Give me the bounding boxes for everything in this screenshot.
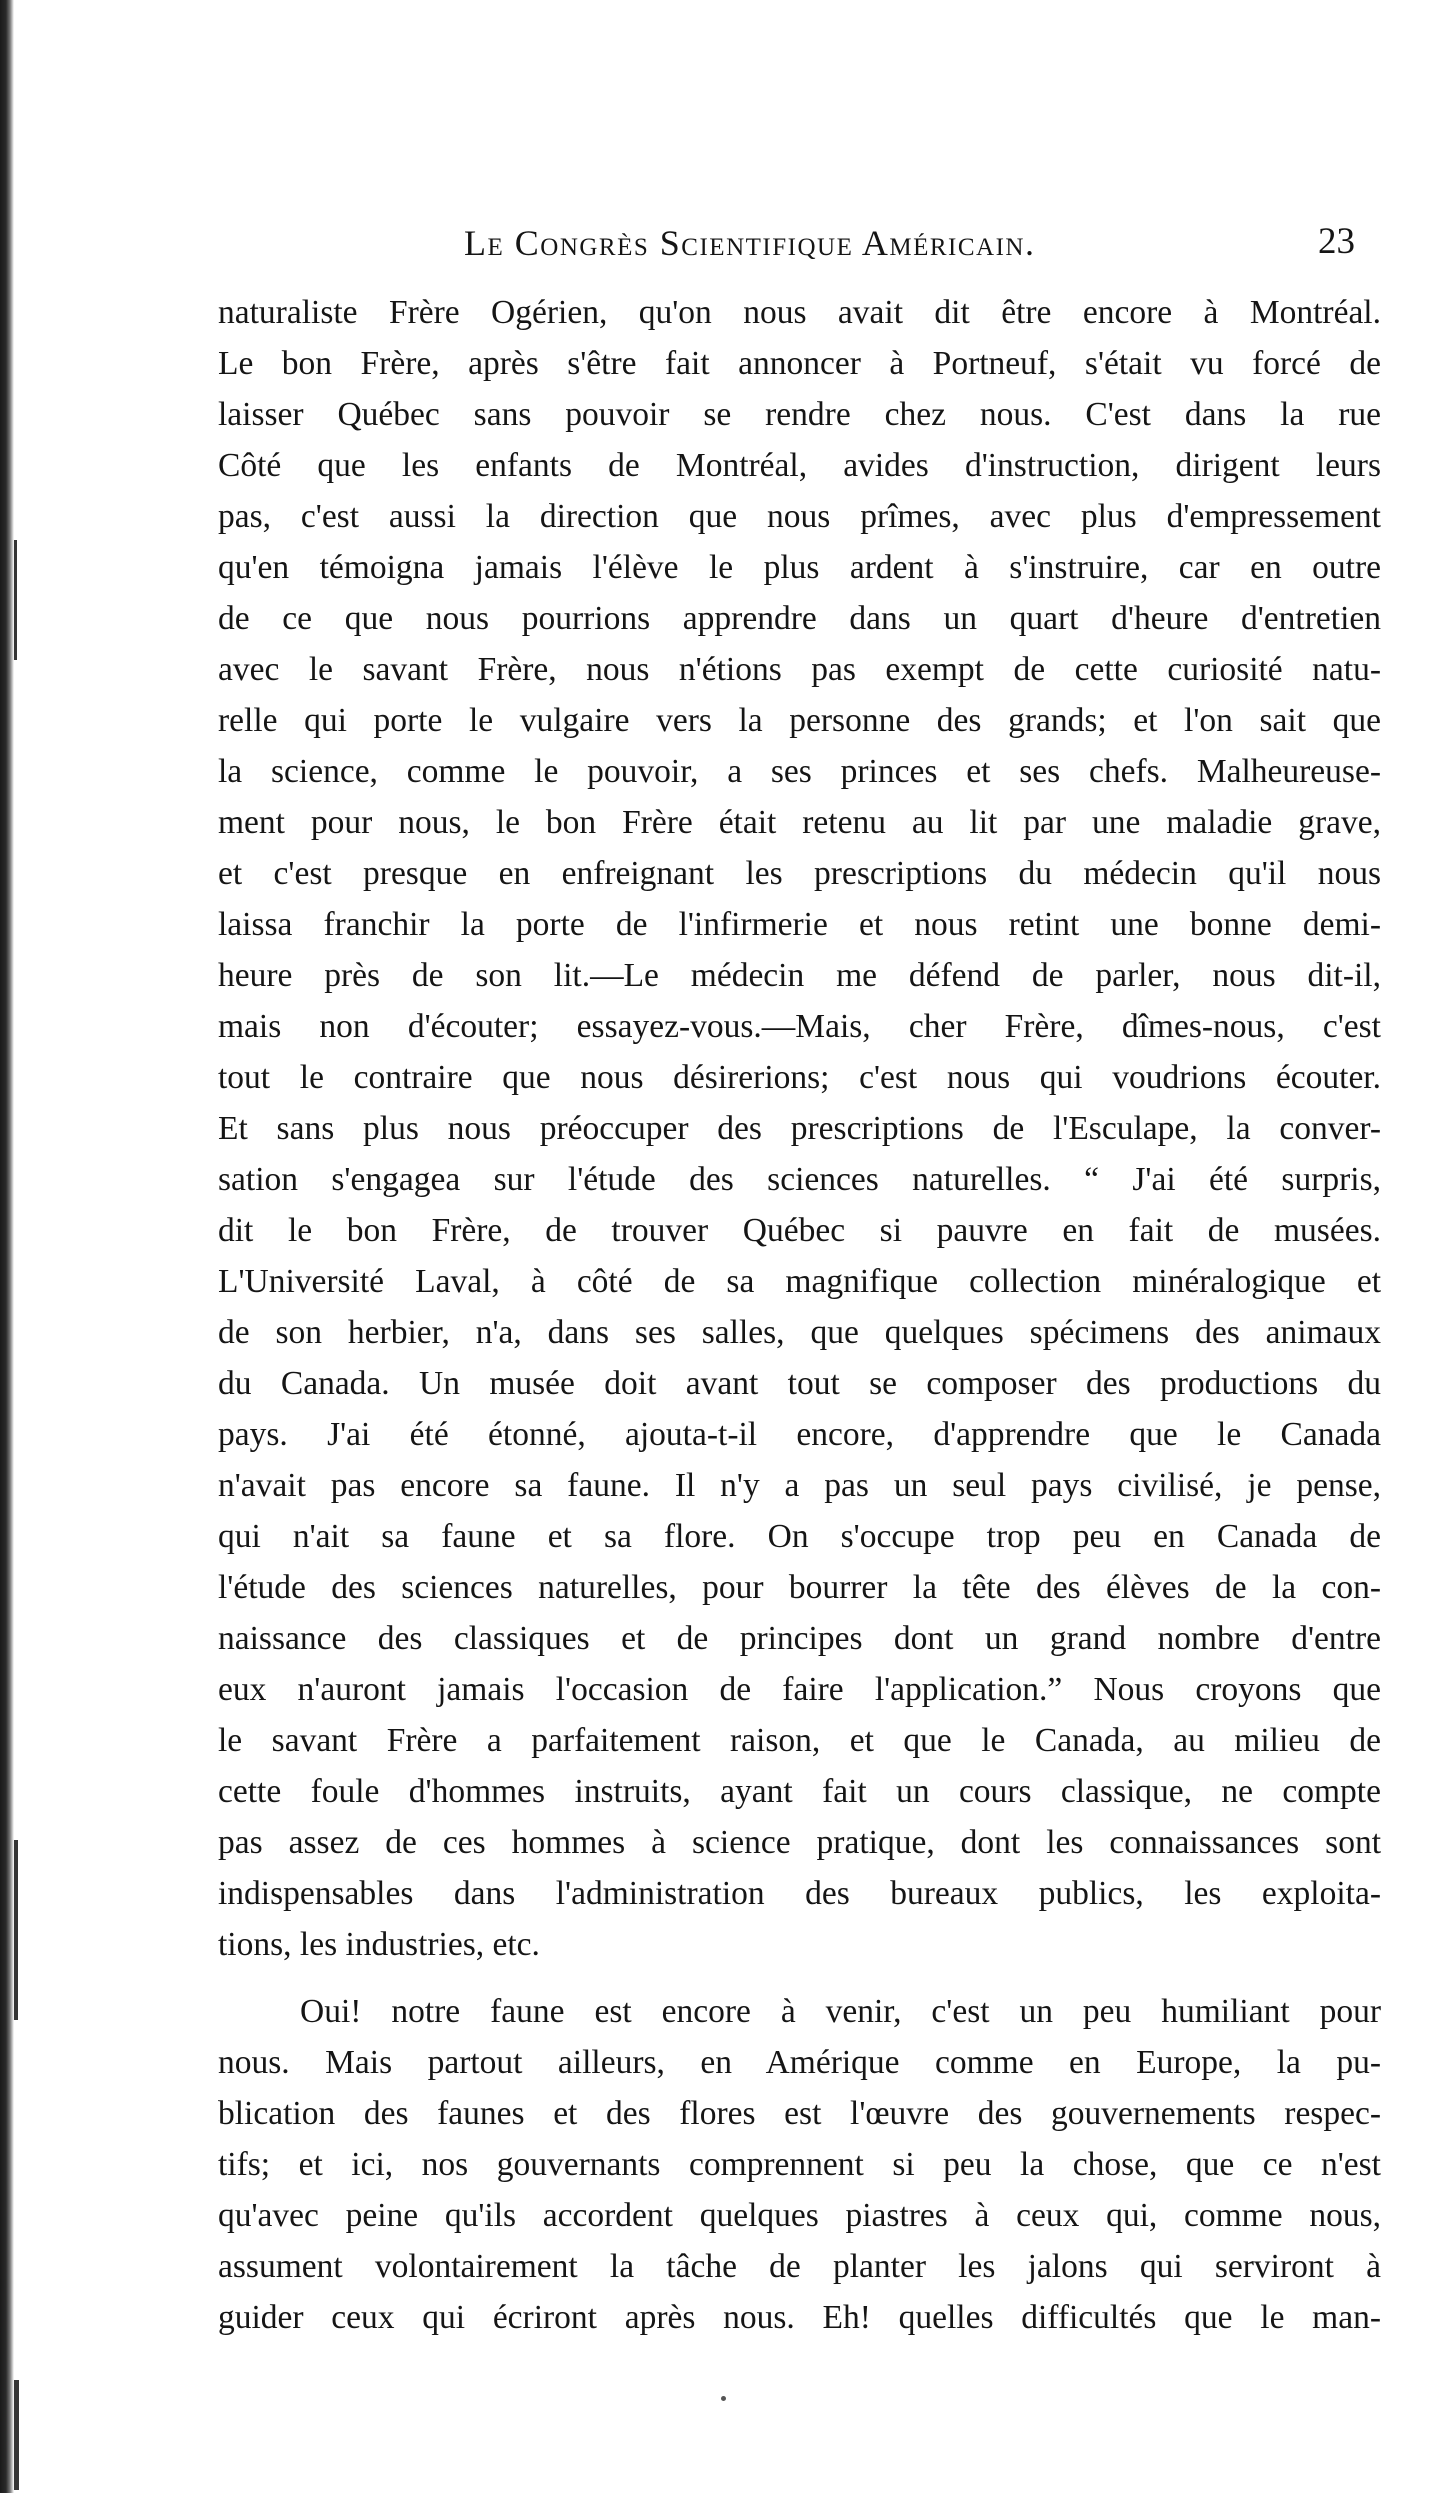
text-line: naturaliste Frère Ogérien, qu'on nous avait dit être encore à Montréal. [218, 294, 1381, 331]
text-line: dit le bon Frère, de trouver Québec si pauvre en fait de musées. [218, 1212, 1381, 1249]
text-line: la science, comme le pouvoir, a ses princes et ses chefs. Malheureuse- [218, 753, 1381, 790]
binding-edge [0, 0, 14, 2493]
text-line: cette foule d'hommes instruits, ayant fait un cours classique, ne compte [218, 1773, 1381, 1810]
text-line: de ce que nous pourrions apprendre dans un quart d'heure d'entretien [218, 600, 1381, 637]
text-line: qu'en témoigna jamais l'élève le plus ardent à s'instruire, car en outre [218, 549, 1381, 586]
text-line: avec le savant Frère, nous n'étions pas exempt de cette curiosité natu- [218, 651, 1381, 688]
text-line: heure près de son lit.—Le médecin me défend de parler, nous dit-il, [218, 957, 1381, 994]
text-line: de son herbier, n'a, dans ses salles, que quelques spécimens des animaux [218, 1314, 1381, 1351]
text-line: qu'avec peine qu'ils accordent quelques piastres à ceux qui, comme nous, [218, 2197, 1381, 2234]
text-line: pays. J'ai été étonné, ajouta-t-il encore, d'apprendre que le Canada [218, 1416, 1381, 1453]
text-line: tifs; et ici, nos gouvernants comprennent si peu la chose, que ce n'est [218, 2146, 1381, 2183]
text-line: laissa franchir la porte de l'infirmerie et nous retint une bonne demi- [218, 906, 1381, 943]
text-line: L'Université Laval, à côté de sa magnifique collection minéralogique et [218, 1263, 1381, 1300]
text-line: assument volontairement la tâche de planter les jalons qui serviront à [218, 2248, 1381, 2285]
text-line: tions, les industries, etc. [218, 1926, 540, 1963]
text-line: l'étude des sciences naturelles, pour bourrer la tête des élèves de la con- [218, 1569, 1381, 1606]
text-line: pas assez de ces hommes à science pratique, dont les connaissances sont [218, 1824, 1381, 1861]
running-title: Le Congrès Scientifique Américain. [464, 223, 1036, 263]
text-line: du Canada. Un musée doit avant tout se composer des productions du [218, 1365, 1381, 1402]
binding-speck [14, 540, 17, 660]
text-line: le savant Frère a parfaitement raison, et que le Canada, au milieu de [218, 1722, 1381, 1759]
text-line: nous. Mais partout ailleurs, en Amérique comme en Europe, la pu- [218, 2044, 1381, 2081]
text-line: tout le contraire que nous désirerions; c'est nous qui voudrions écouter. [218, 1059, 1381, 1096]
text-line: guider ceux qui écriront après nous. Eh! quelles difficultés que le man- [218, 2299, 1381, 2336]
text-line: indispensables dans l'administration des bureaux publics, les exploita- [218, 1875, 1381, 1912]
text-line: mais non d'écouter; essayez-vous.—Mais, cher Frère, dîmes-nous, c'est [218, 1008, 1381, 1045]
page-number: 23 [1318, 221, 1355, 262]
text-line: laisser Québec sans pouvoir se rendre chez nous. C'est dans la rue [218, 396, 1381, 433]
text-line: naissance des classiques et de principes dont un grand nombre d'entre [218, 1620, 1381, 1657]
text-line: ment pour nous, le bon Frère était retenu au lit par une maladie grave, [218, 804, 1381, 841]
text-line: relle qui porte le vulgaire vers la personne des grands; et l'on sait que [218, 702, 1381, 739]
text-line: blication des faunes et des flores est l'œuvre des gouvernements respec- [218, 2095, 1381, 2132]
text-line: et c'est presque en enfreignant les prescriptions du médecin qu'il nous [218, 855, 1381, 892]
text-line: Oui! notre faune est encore à venir, c'est un peu humiliant pour [300, 1993, 1381, 2030]
scan-speck [721, 2396, 726, 2401]
text-line: Côté que les enfants de Montréal, avides d'instruction, dirigent leurs [218, 447, 1381, 484]
text-line: Et sans plus nous préoccuper des prescriptions de l'Esculape, la conver- [218, 1110, 1381, 1147]
text-line: eux n'auront jamais l'occasion de faire l'application.” Nous croyons que [218, 1671, 1381, 1708]
binding-speck [14, 1840, 18, 2020]
binding-speck [14, 2380, 19, 2490]
text-line: sation s'engagea sur l'étude des sciences naturelles. “ J'ai été surpris, [218, 1161, 1381, 1198]
text-line: n'avait pas encore sa faune. Il n'y a pas un seul pays civilisé, je pense, [218, 1467, 1381, 1504]
text-line: pas, c'est aussi la direction que nous prîmes, avec plus d'empressement [218, 498, 1381, 535]
text-line: qui n'ait sa faune et sa flore. On s'occupe trop peu en Canada de [218, 1518, 1381, 1555]
text-line: Le bon Frère, après s'être fait annoncer à Portneuf, s'était vu forcé de [218, 345, 1381, 382]
